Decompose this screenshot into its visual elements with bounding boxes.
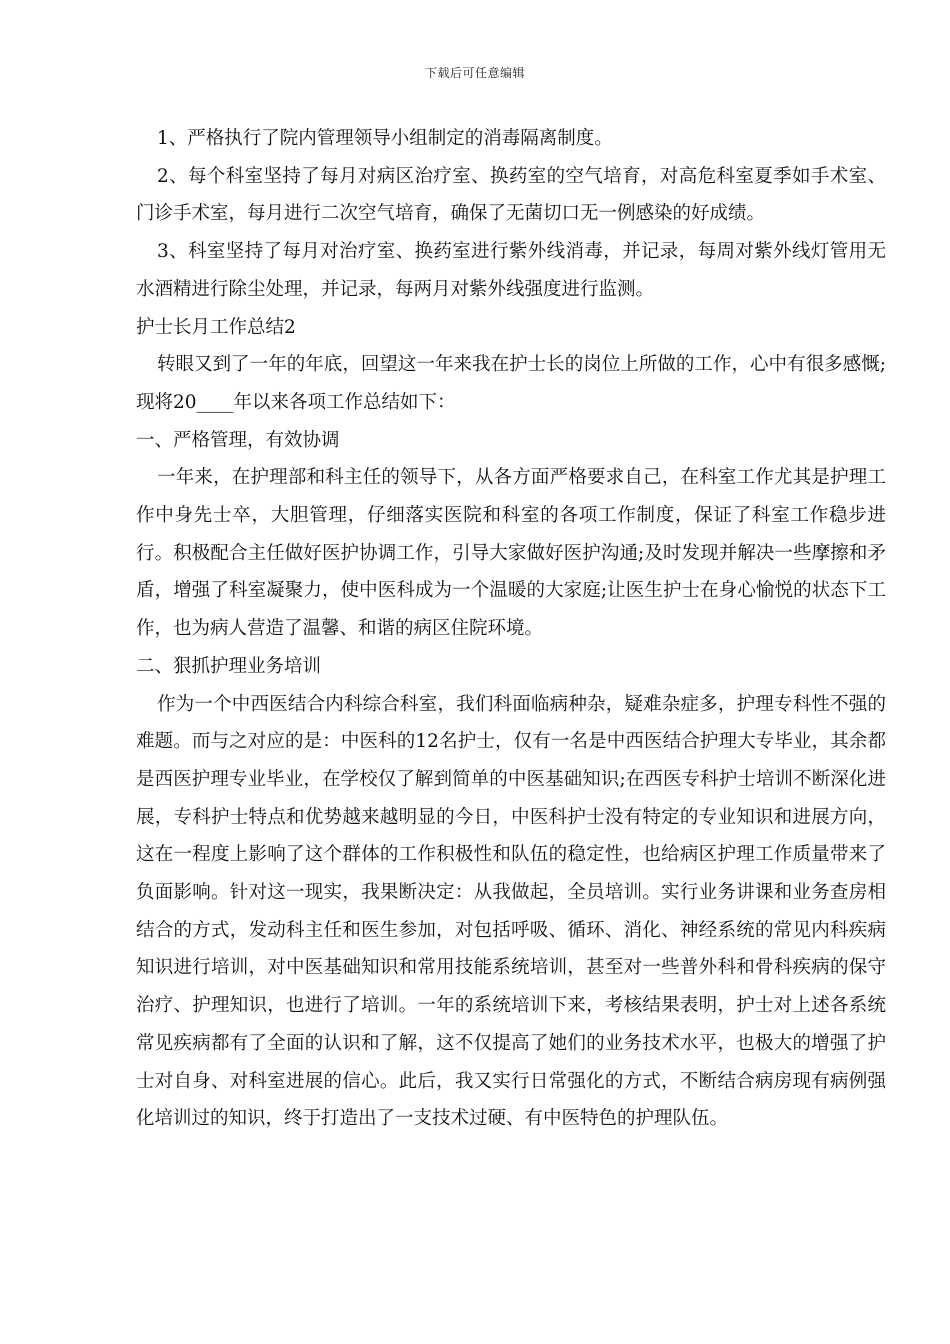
paragraph-year-end-intro: 转眼又到了一年的年底，回望这一年来我在护士长的岗位上所做的工作，心中有很多感慨;现将20____年以来各项工作总结如下：: [136, 354, 886, 413]
heading-strict-management: 一、严格管理，有效协调: [136, 429, 340, 451]
page-header-note: 下载后可任意编辑: [424, 66, 525, 80]
section-title-summary-2: 护士长月工作总结2: [136, 316, 296, 338]
paragraph-air-culture-rule-2: 2、每个科室坚持了每月对病区治疗室、换药室的空气培育，对高危科室夏季如手术室、门诊手术室，每月进行二次空气培育，确保了无菌切口无一例感染的好成绩。: [136, 165, 886, 225]
paragraph-disinfection-rule-1: 1、严格执行了院内管理领导小组制定的消毒隔离制度。: [157, 128, 613, 149]
paragraph-training-details: 作为一个中西医结合内科综合科室，我们科面临病种杂，疑难杂症多，护理专科性不强的难题。而与之对应的是：中医科的12名护士，仅有一名是中西医结合护理大专毕业，其余都是西医护理专业毕业，在学校仅了解到简单的中医基础知识;在西医专科护士培训不断深化进展，专科护士特点和优势越来越明显的今日，中医科护士没有特定的专业知识和进展方向，这在一程度上影响了这个群体的工作积极性和队伍的稳定性，也给病区护理工作质量带来了负面影响。针对这一现实，我果断决定：从我做起，全员培训。实行业务讲课和业务查房相结合的方式，发动科主任和医生参加，对包括呼吸、循环、消化、神经系统的常见内科疾病知识进行培训，对中医基础知识和常用技能系统培训，甚至对一些普外科和骨科疾病的保守治疗、护理知识，也进行了培训。一年的系统培训下来，考核结果表明，护士对上述各系统常见疾病都有了全面的认识和了解，这不仅提高了她们的业务技术水平，也极大的增强了护士对自身、对科室进展的信心。此后，我又实行日常强化的方式，不断结合病房现有病例强化培训过的知识，终于打造出了一支技术过硬、有中医特色的护理队伍。: [136, 693, 886, 1130]
document-body: [136, 120, 886, 1138]
heading-business-training: 二、狠抓护理业务培训: [136, 655, 322, 677]
paragraph-uv-disinfection-rule-3: 3、科室坚持了每月对治疗室、换药室进行紫外线消毒，并记录，每周对紫外线灯管用无水酒精进行除尘处理，并记录，每两月对紫外线强度进行监测。: [136, 241, 886, 300]
paragraph-management-details: 一年来，在护理部和科主任的领导下，从各方面严格要求自己，在科室工作尤其是护理工作中身先士卒，大胆管理，仔细落实医院和科室的各项工作制度，保证了科室工作稳步进行。积极配合主任做好医护协调工作，引导大家做好医护沟通;及时发现并解决一些摩擦和矛盾，增强了科室凝聚力，使中医科成为一个温暖的大家庭;让医生护士在身心愉悦的状态下工作，也为病人营造了温馨、和谐的病区住院环境。: [136, 467, 886, 640]
